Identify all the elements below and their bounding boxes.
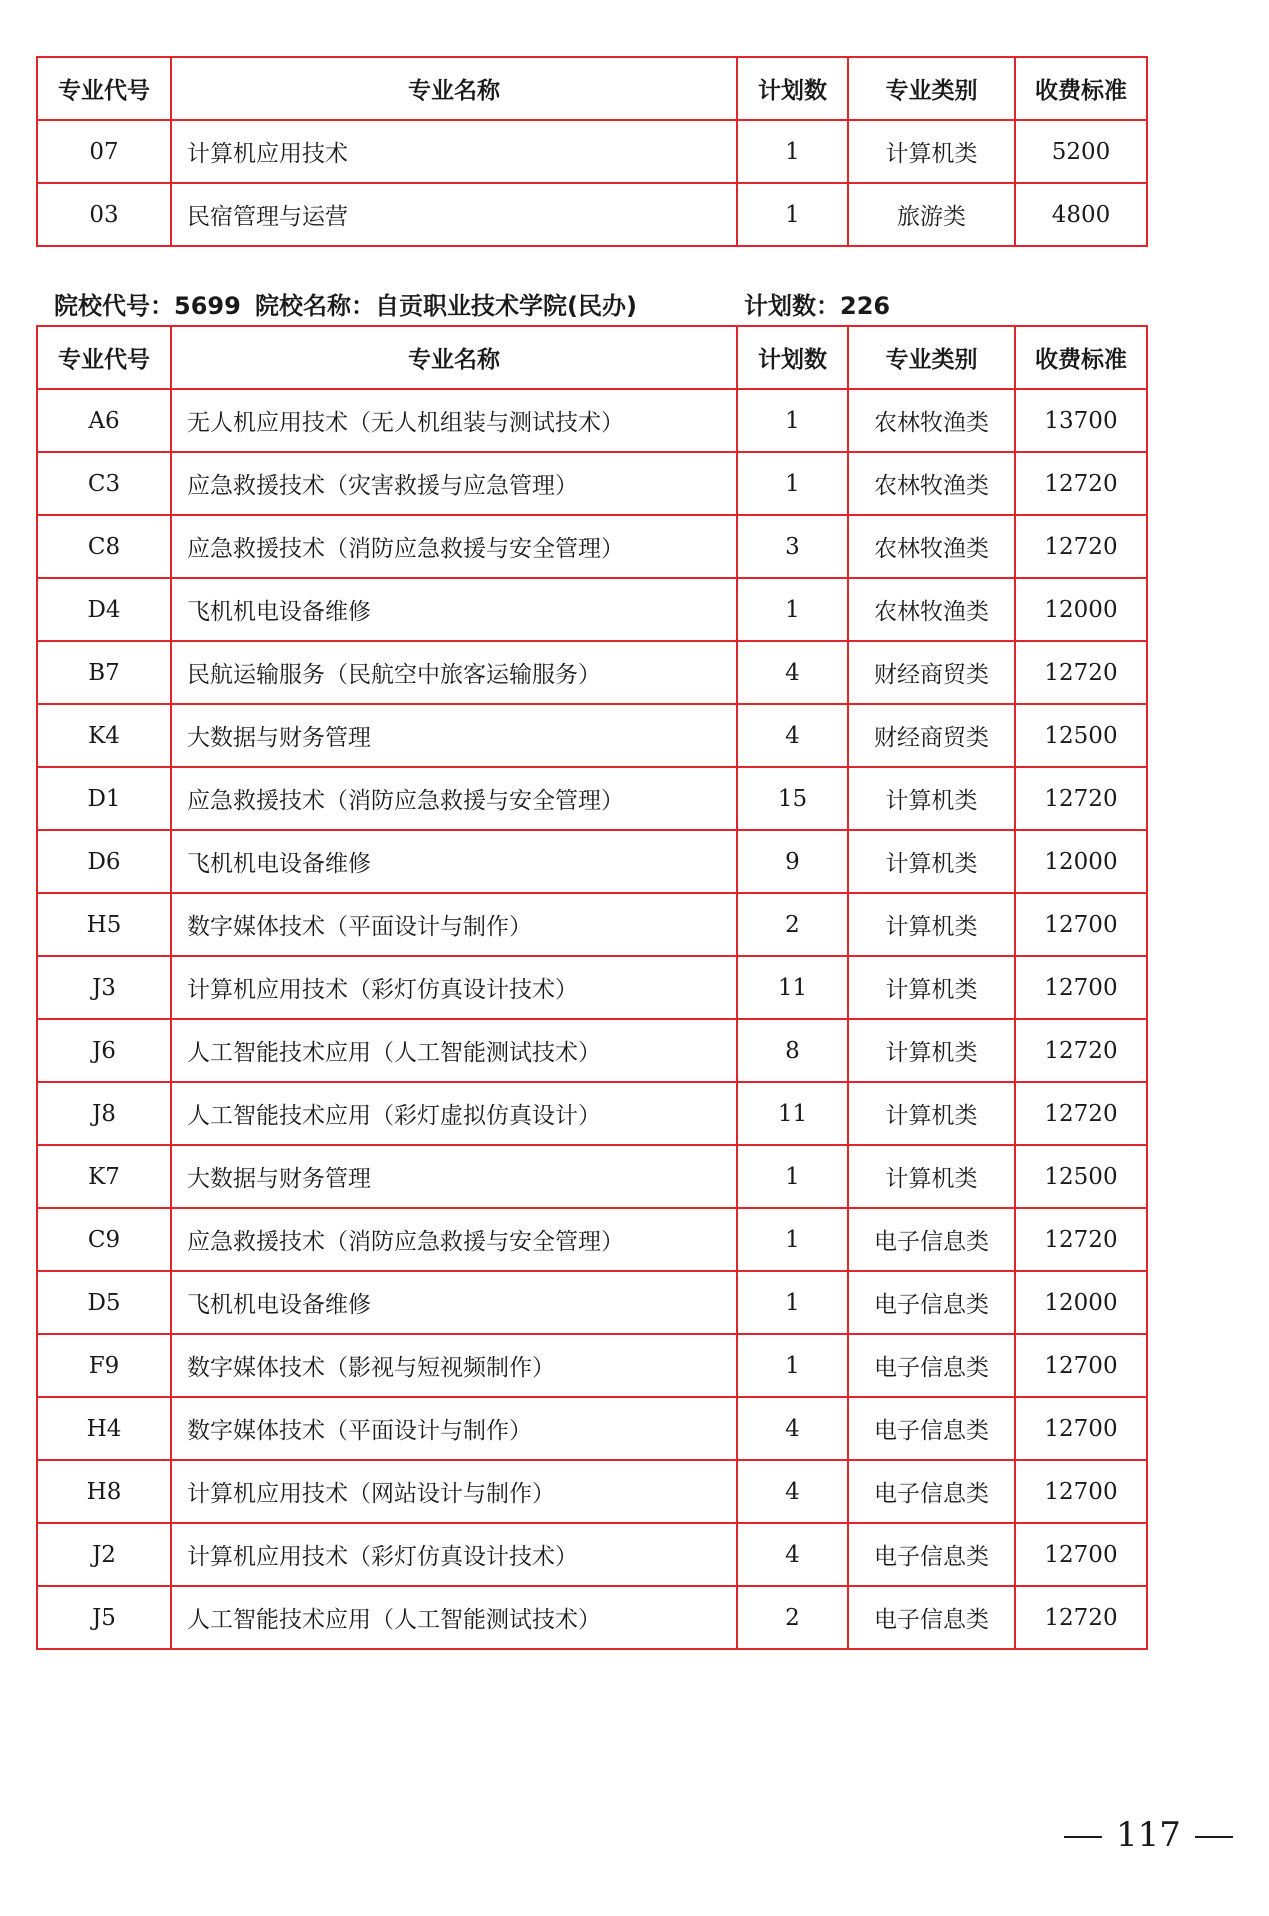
- major-category-cell: 计算机类: [848, 893, 1015, 956]
- fee-cell: 12500: [1015, 704, 1147, 767]
- major-name-cell: 计算机应用技术（网站设计与制作）: [171, 1460, 737, 1523]
- major-code-cell: C3: [37, 452, 171, 515]
- fee-cell: 12000: [1015, 578, 1147, 641]
- table-row: [37, 1460, 1147, 1523]
- major-category-cell: 计算机类: [848, 956, 1015, 1019]
- major-category-cell: 农林牧渔类: [848, 578, 1015, 641]
- table-row: [37, 452, 1147, 515]
- major-name-cell: 应急救援技术（消防应急救援与安全管理）: [171, 767, 737, 830]
- plan-count-cell: 9: [737, 830, 848, 893]
- major-code-cell: D4: [37, 578, 171, 641]
- major-code-cell: H5: [37, 893, 171, 956]
- major-code-cell: B7: [37, 641, 171, 704]
- major-code-cell: 07: [37, 120, 171, 183]
- table-row: [37, 1397, 1147, 1460]
- header-major-name: 专业名称: [171, 326, 737, 389]
- fee-cell: 12720: [1015, 452, 1147, 515]
- major-code-cell: C9: [37, 1208, 171, 1271]
- major-name-cell: 飞机机电设备维修: [171, 830, 737, 893]
- plan-count-cell: 1: [737, 1334, 848, 1397]
- header-fee-standard: 收费标准: [1015, 57, 1147, 120]
- fee-cell: 12500: [1015, 1145, 1147, 1208]
- major-category-cell: 计算机类: [848, 1082, 1015, 1145]
- school-name-value: 自贡职业技术学院(民办): [375, 292, 637, 320]
- page-number: 117: [1116, 1815, 1181, 1855]
- major-name-cell: 数字媒体技术（影视与短视频制作）: [171, 1334, 737, 1397]
- table-row: [37, 1208, 1147, 1271]
- major-code-cell: D5: [37, 1271, 171, 1334]
- page-footer: [1050, 1815, 1247, 1855]
- header-major-code: 专业代号: [37, 57, 171, 120]
- table-row: [37, 1271, 1147, 1334]
- fee-cell: 12700: [1015, 956, 1147, 1019]
- plan-count-cell: 4: [737, 641, 848, 704]
- major-code-cell: D6: [37, 830, 171, 893]
- school-plan-label: 计划数：: [744, 292, 840, 320]
- major-category-cell: 农林牧渔类: [848, 515, 1015, 578]
- table-row: [37, 578, 1147, 641]
- major-name-cell: 数字媒体技术（平面设计与制作）: [171, 893, 737, 956]
- major-code-cell: K4: [37, 704, 171, 767]
- school-code: [54, 286, 241, 321]
- major-code-cell: J8: [37, 1082, 171, 1145]
- major-table-zigong-vocational: [36, 325, 1148, 1650]
- fee-cell: 12720: [1015, 767, 1147, 830]
- major-code-cell: J2: [37, 1523, 171, 1586]
- fee-cell: 12700: [1015, 1523, 1147, 1586]
- major-category-cell: 农林牧渔类: [848, 389, 1015, 452]
- school-name-label: 院校名称：: [255, 292, 375, 320]
- major-name-cell: 人工智能技术应用（彩灯虚拟仿真设计）: [171, 1082, 737, 1145]
- header-major-code: 专业代号: [37, 326, 171, 389]
- fee-cell: 12720: [1015, 1082, 1147, 1145]
- fee-cell: 4800: [1015, 183, 1147, 246]
- major-category-cell: 电子信息类: [848, 1208, 1015, 1271]
- plan-count-cell: 2: [737, 893, 848, 956]
- table-row: [37, 1523, 1147, 1586]
- plan-count-cell: 1: [737, 389, 848, 452]
- major-category-cell: 农林牧渔类: [848, 452, 1015, 515]
- fee-cell: 12720: [1015, 1019, 1147, 1082]
- major-code-cell: J5: [37, 1586, 171, 1649]
- major-name-cell: 计算机应用技术（彩灯仿真设计技术）: [171, 1523, 737, 1586]
- major-category-cell: 财经商贸类: [848, 704, 1015, 767]
- major-name-cell: 计算机应用技术: [171, 120, 737, 183]
- major-category-cell: 电子信息类: [848, 1397, 1015, 1460]
- table-row: [37, 1145, 1147, 1208]
- major-code-cell: F9: [37, 1334, 171, 1397]
- fee-cell: 12720: [1015, 1586, 1147, 1649]
- major-name-cell: 数字媒体技术（平面设计与制作）: [171, 1397, 737, 1460]
- major-code-cell: K7: [37, 1145, 171, 1208]
- plan-count-cell: 2: [737, 1586, 848, 1649]
- header-fee-standard: 收费标准: [1015, 326, 1147, 389]
- plan-count-cell: 4: [737, 704, 848, 767]
- header-plan-count: 计划数: [737, 326, 848, 389]
- table-row: [37, 767, 1147, 830]
- major-category-cell: 计算机类: [848, 830, 1015, 893]
- major-code-cell: A6: [37, 389, 171, 452]
- table-row: [37, 183, 1147, 246]
- fee-cell: 12000: [1015, 830, 1147, 893]
- major-code-cell: H8: [37, 1460, 171, 1523]
- major-name-cell: 应急救援技术（消防应急救援与安全管理）: [171, 1208, 737, 1271]
- plan-count-cell: 1: [737, 1208, 848, 1271]
- school-code-value: 5699: [174, 292, 241, 320]
- plan-count-cell: 1: [737, 1271, 848, 1334]
- table-header-row: [37, 57, 1147, 120]
- school-code-label: 院校代号：: [54, 292, 174, 320]
- school-name: [255, 286, 637, 321]
- table-row: [37, 956, 1147, 1019]
- plan-count-cell: 4: [737, 1523, 848, 1586]
- major-name-cell: 计算机应用技术（彩灯仿真设计技术）: [171, 956, 737, 1019]
- table-row: [37, 389, 1147, 452]
- major-category-cell: 电子信息类: [848, 1523, 1015, 1586]
- table-row: [37, 120, 1147, 183]
- major-name-cell: 无人机应用技术（无人机组装与测试技术）: [171, 389, 737, 452]
- plan-count-cell: 8: [737, 1019, 848, 1082]
- plan-count-cell: 1: [737, 1145, 848, 1208]
- major-name-cell: 民航运输服务（民航空中旅客运输服务）: [171, 641, 737, 704]
- major-name-cell: 飞机机电设备维修: [171, 578, 737, 641]
- fee-cell: 12720: [1015, 515, 1147, 578]
- major-category-cell: 计算机类: [848, 767, 1015, 830]
- major-code-cell: D1: [37, 767, 171, 830]
- table-row: [37, 1586, 1147, 1649]
- school-info-line: [54, 286, 1144, 322]
- major-name-cell: 民宿管理与运营: [171, 183, 737, 246]
- major-category-cell: 电子信息类: [848, 1271, 1015, 1334]
- major-category-cell: 电子信息类: [848, 1334, 1015, 1397]
- table-row: [37, 1019, 1147, 1082]
- header-major-category: 专业类别: [848, 326, 1015, 389]
- plan-count-cell: 11: [737, 1082, 848, 1145]
- major-name-cell: 人工智能技术应用（人工智能测试技术）: [171, 1019, 737, 1082]
- plan-count-cell: 11: [737, 956, 848, 1019]
- table-row: [37, 1334, 1147, 1397]
- plan-count-cell: 1: [737, 183, 848, 246]
- major-code-cell: H4: [37, 1397, 171, 1460]
- table-row: [37, 893, 1147, 956]
- major-name-cell: 人工智能技术应用（人工智能测试技术）: [171, 1586, 737, 1649]
- table-row: [37, 641, 1147, 704]
- major-code-cell: C8: [37, 515, 171, 578]
- fee-cell: 12700: [1015, 893, 1147, 956]
- fee-cell: 12720: [1015, 641, 1147, 704]
- major-category-cell: 计算机类: [848, 120, 1015, 183]
- major-category-cell: 计算机类: [848, 1145, 1015, 1208]
- footer-dash-right: [1195, 1836, 1233, 1838]
- fee-cell: 12720: [1015, 1208, 1147, 1271]
- header-major-category: 专业类别: [848, 57, 1015, 120]
- fee-cell: 12700: [1015, 1397, 1147, 1460]
- plan-count-cell: 4: [737, 1397, 848, 1460]
- plan-count-cell: 1: [737, 578, 848, 641]
- major-name-cell: 应急救援技术（灾害救援与应急管理）: [171, 452, 737, 515]
- school-plan: [744, 286, 890, 321]
- major-category-cell: 电子信息类: [848, 1460, 1015, 1523]
- table-row: [37, 704, 1147, 767]
- major-code-cell: 03: [37, 183, 171, 246]
- major-name-cell: 应急救援技术（消防应急救援与安全管理）: [171, 515, 737, 578]
- major-code-cell: J3: [37, 956, 171, 1019]
- major-name-cell: 飞机机电设备维修: [171, 1271, 737, 1334]
- major-category-cell: 计算机类: [848, 1019, 1015, 1082]
- school-plan-value: 226: [840, 292, 891, 320]
- major-code-cell: J6: [37, 1019, 171, 1082]
- fee-cell: 5200: [1015, 120, 1147, 183]
- plan-count-cell: 3: [737, 515, 848, 578]
- major-category-cell: 财经商贸类: [848, 641, 1015, 704]
- plan-count-cell: 4: [737, 1460, 848, 1523]
- table-row: [37, 515, 1147, 578]
- table-header-row: [37, 326, 1147, 389]
- fee-cell: 13700: [1015, 389, 1147, 452]
- major-name-cell: 大数据与财务管理: [171, 704, 737, 767]
- plan-count-cell: 1: [737, 452, 848, 515]
- header-plan-count: 计划数: [737, 57, 848, 120]
- plan-count-cell: 15: [737, 767, 848, 830]
- major-category-cell: 电子信息类: [848, 1586, 1015, 1649]
- plan-count-cell: 1: [737, 120, 848, 183]
- table-row: [37, 1082, 1147, 1145]
- major-table-previous-school: [36, 56, 1148, 247]
- major-category-cell: 旅游类: [848, 183, 1015, 246]
- footer-dash-left: [1064, 1836, 1102, 1838]
- table-row: [37, 830, 1147, 893]
- header-major-name: 专业名称: [171, 57, 737, 120]
- fee-cell: 12700: [1015, 1334, 1147, 1397]
- major-name-cell: 大数据与财务管理: [171, 1145, 737, 1208]
- fee-cell: 12000: [1015, 1271, 1147, 1334]
- fee-cell: 12700: [1015, 1460, 1147, 1523]
